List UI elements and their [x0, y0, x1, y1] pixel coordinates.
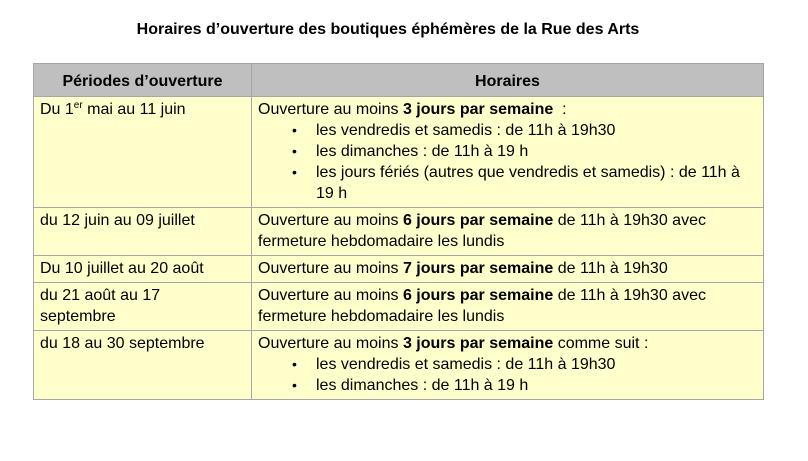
- bullet-icon: •: [292, 143, 297, 159]
- table-row: [34, 97, 764, 208]
- hours-cell: Ouverture au moins 6 jours par semaine de 11h à 19h30 avec fermeture hebdomadaire les lundis: [252, 208, 764, 256]
- list-item: • les vendredis et samedis : de 11h à 19h30: [292, 122, 616, 139]
- days-per-week: 7 jours par semaine: [402, 260, 554, 277]
- hours-intro: Ouverture au moins 3 jours par semaine :: [258, 101, 567, 118]
- list-item: • les vendredis et samedis : de 11h à 19h30: [292, 356, 616, 373]
- days-per-week: 6 jours par semaine: [402, 287, 554, 304]
- bullet-icon: •: [292, 164, 297, 180]
- header-periods: Périodes d’ouverture: [34, 64, 252, 97]
- days-per-week: 3 jours par semaine: [402, 335, 554, 352]
- bullet-icon: •: [292, 122, 297, 138]
- period-cell: du 21 août au 17 septembre: [34, 283, 252, 331]
- hours-cell: Ouverture au moins 6 jours par semaine de 11h à 19h30 avec fermeture hebdomadaire les lundis: [252, 283, 764, 331]
- list-item: • les dimanches : de 11h à 19 h: [292, 143, 529, 160]
- period-text: Du 1: [40, 101, 74, 118]
- table-header-row: [34, 64, 764, 97]
- bullet-icon: •: [292, 356, 297, 372]
- list-item: • les dimanches : de 11h à 19 h: [292, 377, 529, 394]
- period-cell: du 18 au 30 septembre: [34, 331, 252, 400]
- hours-list: [258, 120, 757, 204]
- list-item: • les jours fériés (autres que vendredis et samedis) : de 11h à 19 h: [292, 164, 740, 202]
- period-cell: du 12 juin au 09 juillet: [34, 208, 252, 256]
- period-text: mai au 11 juin: [82, 101, 186, 118]
- hours-cell: Ouverture au moins 7 jours par semaine de 11h à 19h30: [252, 256, 764, 283]
- hours-cell: [252, 97, 764, 208]
- table-row: [34, 256, 764, 283]
- table-row: [34, 208, 764, 256]
- table-row: [34, 331, 764, 400]
- period-superscript: er: [73, 100, 83, 111]
- hours-cell: [252, 331, 764, 400]
- period-cell: Du 10 juillet au 20 août: [34, 256, 252, 283]
- hours-list: [258, 354, 757, 396]
- bullet-icon: •: [292, 377, 297, 393]
- days-per-week: 3 jours par semaine: [402, 101, 554, 118]
- table-row: [34, 283, 764, 331]
- header-hours: Horaires: [252, 64, 764, 97]
- days-per-week: 6 jours par semaine: [402, 212, 554, 229]
- opening-hours-table: [33, 63, 764, 400]
- document-title: Horaires d’ouverture des boutiques éphémères de la Rue des Arts: [136, 21, 640, 38]
- period-cell: [34, 97, 252, 208]
- hours-intro: Ouverture au moins 3 jours par semaine comme suit :: [258, 335, 649, 352]
